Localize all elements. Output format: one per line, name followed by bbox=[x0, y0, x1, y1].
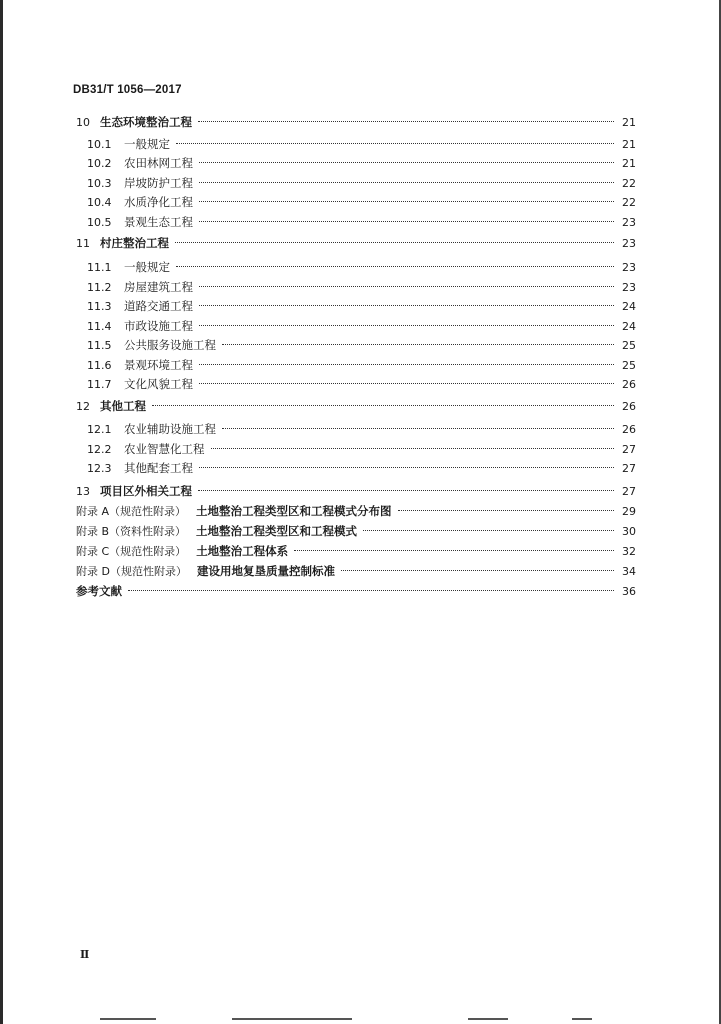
toc-entry-page: 26 bbox=[622, 423, 636, 436]
toc-leader-dots bbox=[152, 405, 614, 406]
toc-entry-page: 24 bbox=[622, 320, 636, 333]
toc-entry[interactable] bbox=[87, 278, 636, 296]
toc-entry-page: 36 bbox=[622, 585, 636, 598]
scan-bottom-marks bbox=[0, 1018, 721, 1024]
toc-entry-number: 10.4 bbox=[87, 196, 112, 209]
toc-entry-number: 附录 A（规范性附录） bbox=[76, 505, 187, 518]
toc-entry-number: 10 bbox=[76, 116, 90, 129]
toc-entry-page: 34 bbox=[622, 565, 636, 578]
toc-entry[interactable] bbox=[76, 582, 636, 600]
toc-entry-page: 23 bbox=[622, 237, 636, 250]
toc-entry-title: 村庄整治工程 bbox=[100, 236, 169, 250]
toc-entry-number: 11.1 bbox=[87, 261, 112, 274]
toc-entry-title: 道路交通工程 bbox=[124, 299, 193, 313]
toc-leader-dots bbox=[199, 286, 614, 287]
toc-leader-dots bbox=[199, 305, 614, 306]
toc-entry[interactable] bbox=[87, 356, 636, 374]
toc-entry-title: 农业智慧化工程 bbox=[124, 442, 205, 456]
page-number: Ⅱ bbox=[80, 948, 90, 961]
toc-entry-page: 27 bbox=[622, 443, 636, 456]
toc-entry-number: 10.5 bbox=[87, 216, 112, 229]
toc-entry[interactable] bbox=[87, 174, 636, 192]
toc-leader-dots bbox=[199, 325, 614, 326]
toc-entry[interactable] bbox=[76, 542, 636, 560]
toc-leader-dots bbox=[176, 266, 614, 267]
toc-entry-title: 景观生态工程 bbox=[124, 215, 193, 229]
toc-entry-title: 公共服务设施工程 bbox=[124, 338, 216, 352]
toc-entry-page: 23 bbox=[622, 261, 636, 274]
toc-entry-title: 土地整治工程体系 bbox=[196, 544, 289, 558]
toc-entry-page: 27 bbox=[622, 462, 636, 475]
toc-entry-number: 11.2 bbox=[87, 281, 112, 294]
toc-entry-title: 农田林网工程 bbox=[124, 156, 193, 170]
toc-entry-number: 11.6 bbox=[87, 359, 112, 372]
toc-leader-dots bbox=[199, 182, 614, 183]
toc-entry-title: 项目区外相关工程 bbox=[100, 484, 192, 498]
toc-entry-page: 26 bbox=[622, 378, 636, 391]
toc-entry[interactable] bbox=[76, 482, 636, 500]
toc-entry-page: 23 bbox=[622, 216, 636, 229]
toc-entry[interactable] bbox=[87, 375, 636, 393]
document-code: DB31/T 1056—2017 bbox=[73, 84, 182, 96]
toc-entry-page: 22 bbox=[622, 196, 636, 209]
toc-entry[interactable] bbox=[87, 440, 636, 458]
toc-entry[interactable] bbox=[76, 502, 636, 520]
toc-entry-title: 水质净化工程 bbox=[124, 195, 193, 209]
toc-entry-page: 27 bbox=[622, 485, 636, 498]
toc-leader-dots bbox=[211, 448, 615, 449]
toc-entry-page: 25 bbox=[622, 339, 636, 352]
toc-entry-number: 12.1 bbox=[87, 423, 112, 436]
toc-entry-page: 30 bbox=[622, 525, 636, 538]
toc-entry-number: 10.2 bbox=[87, 157, 112, 170]
toc-leader-dots bbox=[198, 121, 614, 122]
toc-entry-number: 附录 C（规范性附录） bbox=[76, 545, 187, 558]
toc-entry-number: 11.7 bbox=[87, 378, 112, 391]
toc-leader-dots bbox=[198, 490, 614, 491]
toc-leader-dots bbox=[199, 162, 614, 163]
toc-entry-title: 岸坡防护工程 bbox=[124, 176, 193, 190]
toc-entry-number: 12.2 bbox=[87, 443, 112, 456]
toc-entry[interactable] bbox=[87, 317, 636, 335]
toc-leader-dots bbox=[199, 221, 614, 222]
toc-entry-page: 22 bbox=[622, 177, 636, 190]
toc-entry[interactable] bbox=[76, 522, 636, 540]
toc-leader-dots bbox=[294, 550, 614, 551]
scan-edge-left bbox=[0, 0, 3, 1024]
toc-entry-page: 32 bbox=[622, 545, 636, 558]
toc-entry[interactable] bbox=[76, 113, 636, 131]
toc-entry-title: 土地整治工程类型区和工程模式分布图 bbox=[196, 504, 392, 518]
toc-entry[interactable] bbox=[76, 397, 636, 415]
toc-entry-number: 11.5 bbox=[87, 339, 112, 352]
toc-entry-title: 一般规定 bbox=[124, 137, 170, 151]
toc-entry-title: 其他配套工程 bbox=[124, 461, 193, 475]
toc-entry-title: 房屋建筑工程 bbox=[124, 280, 193, 294]
toc-entry[interactable] bbox=[87, 420, 636, 438]
toc-entry[interactable] bbox=[87, 297, 636, 315]
toc-entry-page: 24 bbox=[622, 300, 636, 313]
toc-entry-number: 附录 D（规范性附录） bbox=[76, 565, 187, 578]
toc-leader-dots bbox=[341, 570, 614, 571]
toc-entry-page: 26 bbox=[622, 400, 636, 413]
toc-entry-title: 建设用地复垦质量控制标准 bbox=[196, 564, 335, 578]
toc-entry-title: 市政设施工程 bbox=[124, 319, 193, 333]
toc-entry-title: 参考文献 bbox=[76, 584, 122, 598]
toc-entry-title: 文化风貌工程 bbox=[124, 377, 193, 391]
toc-leader-dots bbox=[175, 242, 614, 243]
toc-entry[interactable] bbox=[87, 258, 636, 276]
toc-entry-page: 21 bbox=[622, 138, 636, 151]
toc-entry[interactable] bbox=[87, 459, 636, 477]
toc-entry-page: 21 bbox=[622, 116, 636, 129]
toc-entry[interactable] bbox=[87, 135, 636, 153]
toc-entry[interactable] bbox=[87, 336, 636, 354]
toc-leader-dots bbox=[222, 428, 614, 429]
toc-entry-page: 23 bbox=[622, 281, 636, 294]
toc-leader-dots bbox=[199, 364, 614, 365]
toc-entry-title: 生态环境整治工程 bbox=[100, 115, 192, 129]
toc-entry-number: 10.3 bbox=[87, 177, 112, 190]
toc-entry-title: 土地整治工程类型区和工程模式 bbox=[196, 524, 358, 538]
toc-entry[interactable] bbox=[76, 562, 636, 580]
toc-leader-dots bbox=[176, 143, 614, 144]
toc-entry-number: 13 bbox=[76, 485, 90, 498]
toc-entry-number: 12.3 bbox=[87, 462, 112, 475]
toc-entry-page: 21 bbox=[622, 157, 636, 170]
toc-entry-number: 10.1 bbox=[87, 138, 112, 151]
toc-entry[interactable] bbox=[76, 234, 636, 252]
toc-entry[interactable] bbox=[87, 213, 636, 231]
toc-entry-page: 29 bbox=[622, 505, 636, 518]
toc-entry-number: 11.4 bbox=[87, 320, 112, 333]
toc-leader-dots bbox=[363, 530, 614, 531]
toc-leader-dots bbox=[222, 344, 614, 345]
toc-leader-dots bbox=[199, 201, 614, 202]
toc-entry-title: 农业辅助设施工程 bbox=[124, 422, 216, 436]
toc-leader-dots bbox=[398, 510, 614, 511]
toc-leader-dots bbox=[199, 467, 614, 468]
toc-entry-title: 其他工程 bbox=[100, 399, 146, 413]
toc-entry-number: 12 bbox=[76, 400, 90, 413]
toc-entry-title: 一般规定 bbox=[124, 260, 170, 274]
toc-entry-number: 11 bbox=[76, 237, 90, 250]
toc-leader-dots bbox=[199, 383, 614, 384]
toc-leader-dots bbox=[128, 590, 614, 591]
toc-entry-page: 25 bbox=[622, 359, 636, 372]
toc-entry-number: 附录 B（资料性附录） bbox=[76, 525, 187, 538]
toc-entry-title: 景观环境工程 bbox=[124, 358, 193, 372]
toc-entry-number: 11.3 bbox=[87, 300, 112, 313]
toc-entry[interactable] bbox=[87, 154, 636, 172]
toc-entry[interactable] bbox=[87, 193, 636, 211]
